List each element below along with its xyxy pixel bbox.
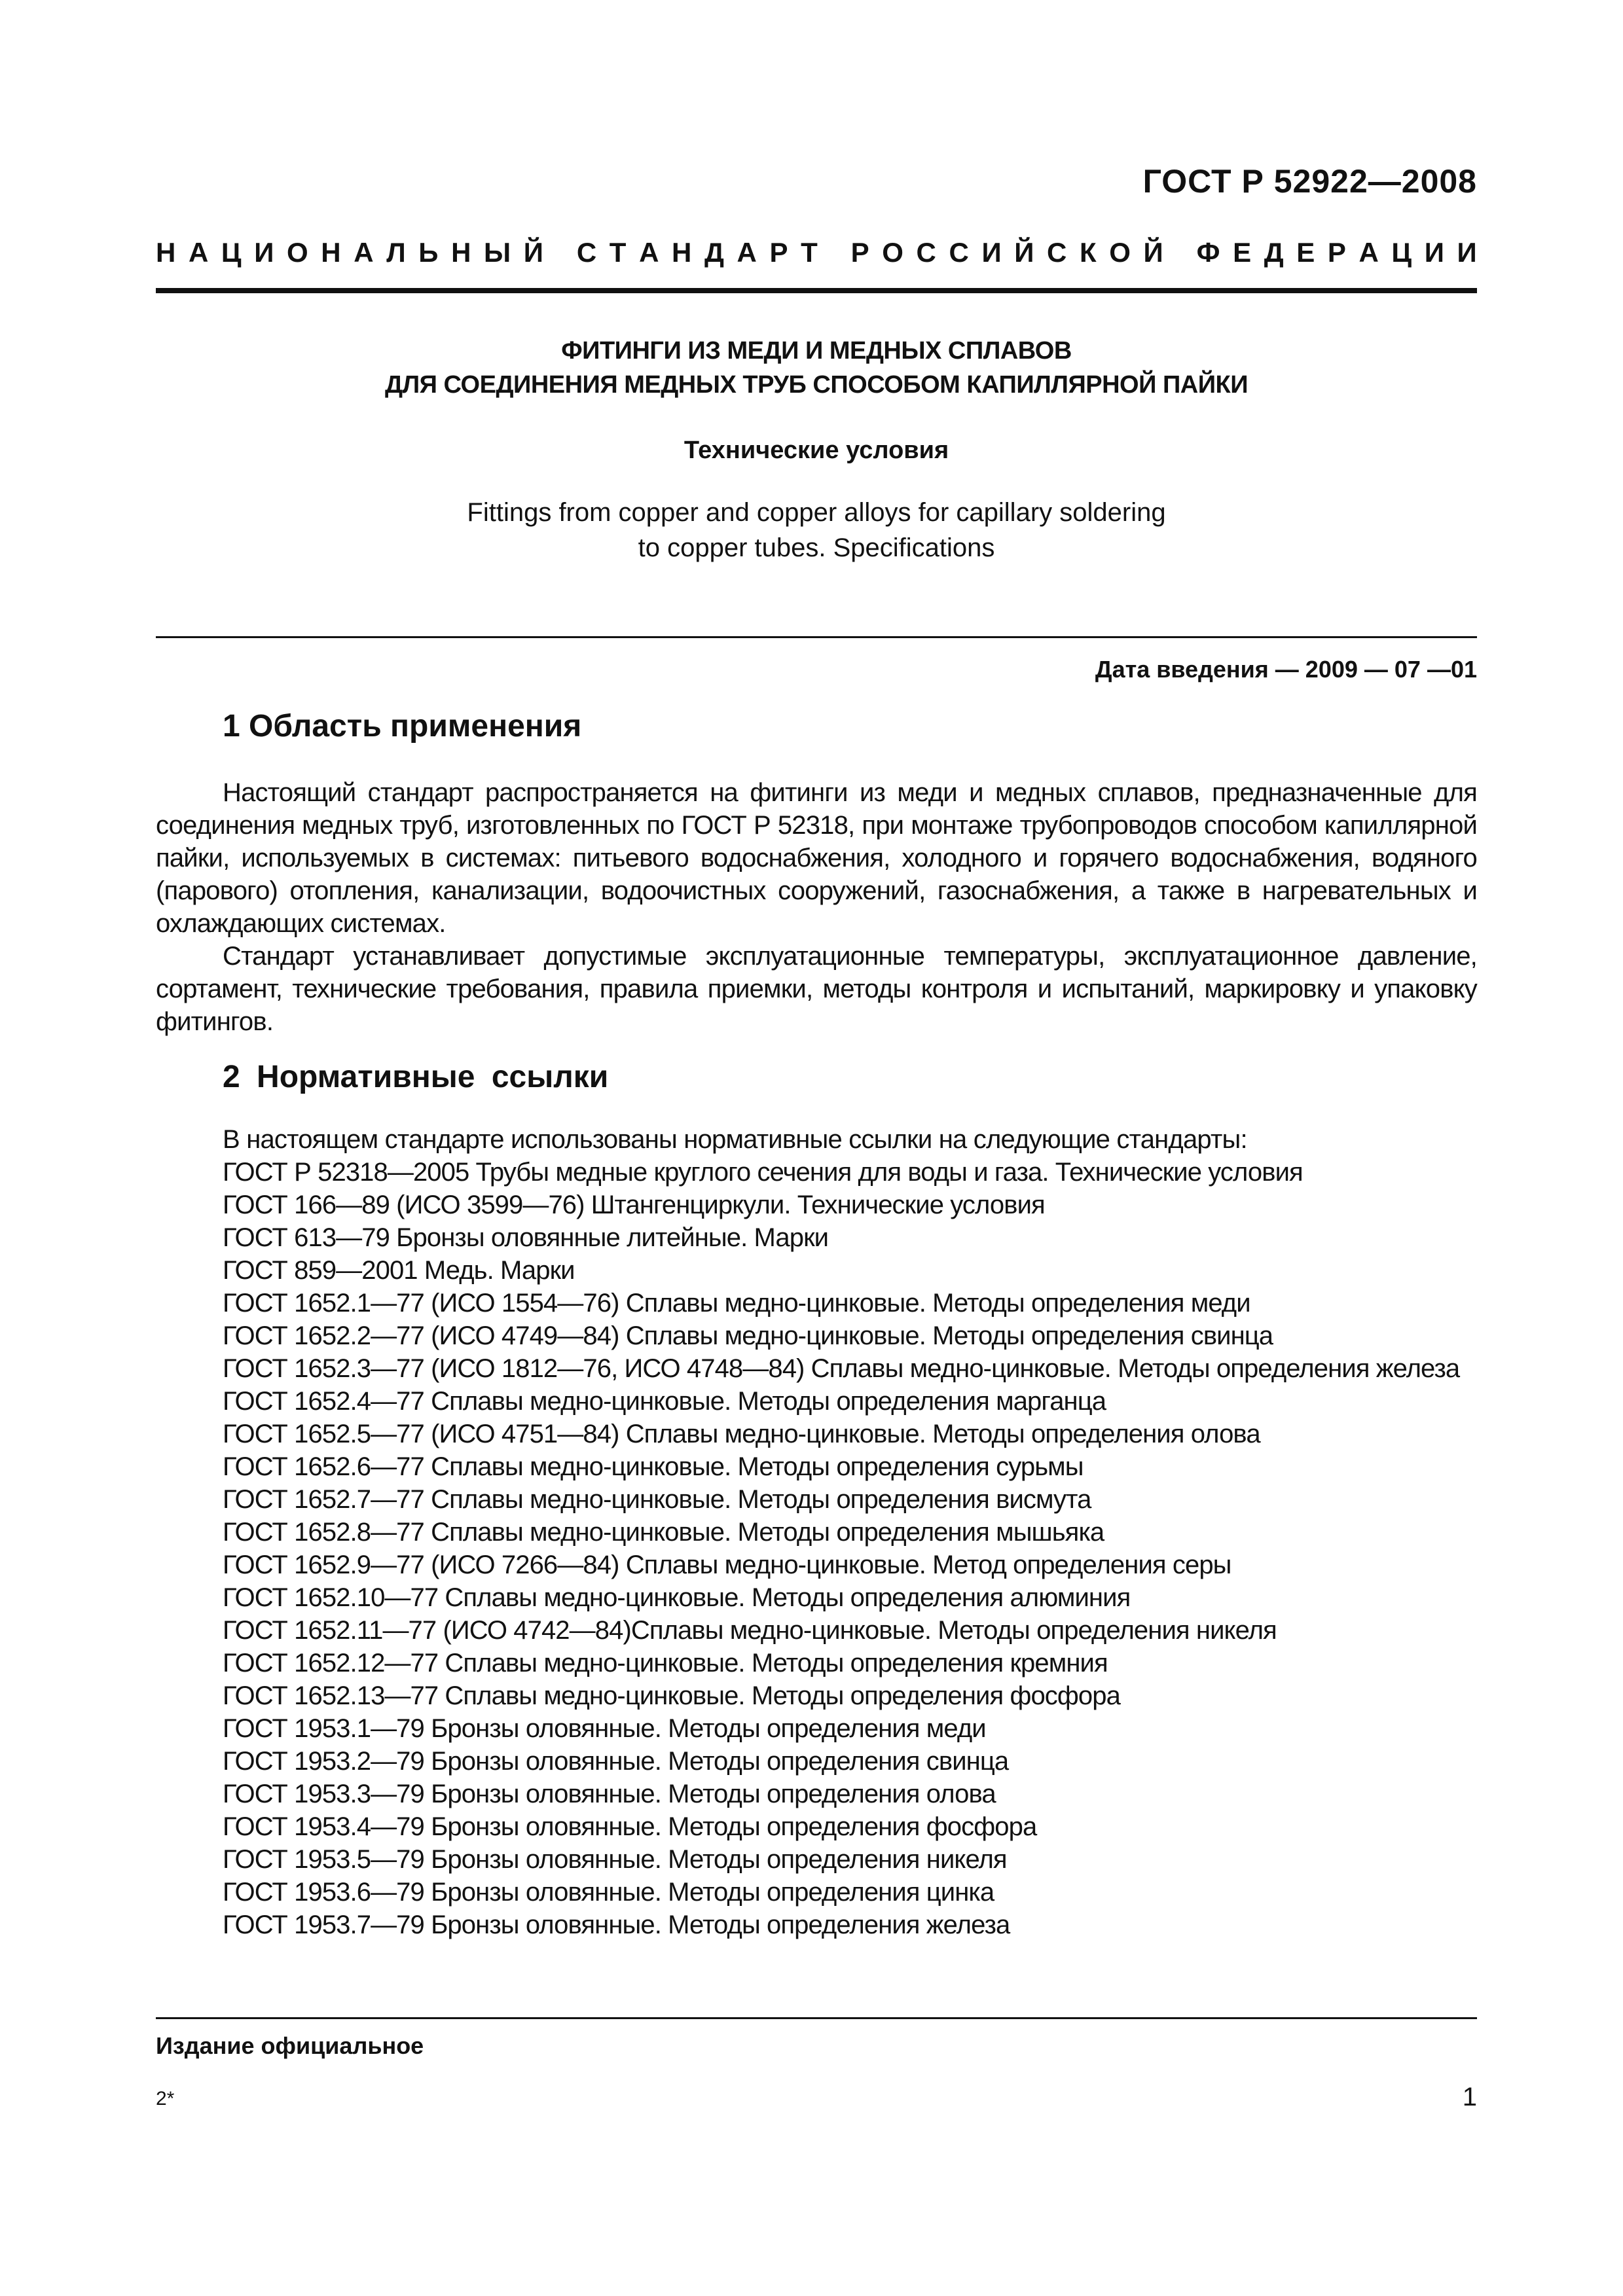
banner-letter: Й bbox=[1143, 237, 1163, 268]
title-block bbox=[156, 334, 1477, 565]
banner-letter: А bbox=[639, 237, 659, 268]
banner-letter: Е bbox=[1296, 237, 1315, 268]
reference-item: ГОСТ 1652.9—77 (ИСО 7266—84) Сплавы медно-цинковые. Метод определения серы bbox=[223, 1551, 1231, 1579]
reference-item: ГОСТ 1652.11—77 (ИСО 4742—84)Сплавы медно-цинковые. Методы определения никеля bbox=[223, 1616, 1277, 1645]
reference-item: ГОСТ 1953.1—79 Бронзы оловянные. Методы определения меди bbox=[223, 1714, 986, 1743]
standard-number: ГОСТ Р 52922—2008 bbox=[1142, 163, 1477, 200]
banner-letter: Н bbox=[156, 237, 176, 268]
banner-letter: Й bbox=[1014, 237, 1034, 268]
banner-letter: Н bbox=[321, 237, 341, 268]
reference-item: ГОСТ 1953.3—79 Бронзы оловянные. Методы определения олова bbox=[223, 1780, 996, 1808]
reference-item: ГОСТ 1652.13—77 Сплавы медно-цинковые. Методы определения фосфора bbox=[223, 1681, 1120, 1710]
banner-letter bbox=[556, 237, 564, 268]
section-1-paragraph-1: Настоящий стандарт распространяется на фитинги из меди и медных сплавов, предназначенные для соединения медных труб, изготовленных по ГОСТ Р 52318, при монтаже трубопроводов способом капиллярной пайки, используемых в системах: питьевого водоснабжения, холодного и горячего водоснабжения, водяного (парового) отопления, канализации, водоочистных сооружений, газоснабжения, а также в нагревательных и охлаждающих системах. bbox=[156, 778, 1477, 938]
banner-letter bbox=[830, 237, 838, 268]
reference-item: ГОСТ 1652.10—77 Сплавы медно-цинковые. Методы определения алюминия bbox=[223, 1583, 1131, 1612]
banner-letter: С bbox=[916, 237, 936, 268]
reference-item: ГОСТ 1652.1—77 (ИСО 1554—76) Сплавы медно-цинковые. Методы определения меди bbox=[223, 1289, 1250, 1318]
reference-item: ГОСТ Р 52318—2005 Трубы медные круглого сечения для воды и газа. Технические условия bbox=[223, 1158, 1303, 1187]
reference-item: ГОСТ 1652.4—77 Сплавы медно-цинковые. Методы определения марганца bbox=[223, 1387, 1106, 1416]
reference-item: ГОСТ 1953.7—79 Бронзы оловянные. Методы определения железа bbox=[223, 1910, 1010, 1939]
header-rule bbox=[156, 288, 1477, 293]
print-mark: 2* bbox=[156, 2088, 175, 2109]
reference-item: ГОСТ 1652.12—77 Сплавы медно-цинковые. Методы определения кремния bbox=[223, 1649, 1108, 1677]
banner-letter: А bbox=[1359, 237, 1379, 268]
reference-item: ГОСТ 1953.6—79 Бронзы оловянные. Методы определения цинка bbox=[223, 1878, 994, 1907]
section-2-heading: 2 Нормативные ссылки bbox=[223, 1060, 609, 1094]
banner-letter: О bbox=[287, 237, 308, 268]
banner-letter: Р bbox=[1327, 237, 1346, 268]
banner-letter: К bbox=[1079, 237, 1097, 268]
title-rule bbox=[156, 636, 1477, 638]
banner-letter: Р bbox=[850, 237, 869, 268]
banner-letter: С bbox=[949, 237, 969, 268]
banner-letter: И bbox=[981, 237, 1002, 268]
banner-letter: А bbox=[737, 237, 757, 268]
banner-letter: А bbox=[188, 237, 209, 268]
banner-letter: И bbox=[254, 237, 274, 268]
banner-letter: Л bbox=[386, 237, 406, 268]
reference-item: ГОСТ 1652.5—77 (ИСО 4751—84) Сплавы медно-цинковые. Методы определения олова bbox=[223, 1420, 1260, 1448]
banner-letter: А bbox=[354, 237, 374, 268]
banner-letter: Р bbox=[769, 237, 788, 268]
banner-letter: Ф bbox=[1196, 237, 1220, 268]
banner-letter bbox=[1176, 237, 1184, 268]
banner-letter: С bbox=[576, 237, 597, 268]
banner-letter: Т bbox=[609, 237, 627, 268]
banner-letter: Е bbox=[1233, 237, 1252, 268]
section-2-intro: В настоящем стандарте использованы нормативные ссылки на следующие стандарты: bbox=[223, 1125, 1247, 1154]
reference-item: ГОСТ 1652.8—77 Сплавы медно-цинковые. Методы определения мышьяка bbox=[223, 1518, 1104, 1547]
banner-letter: Н bbox=[451, 237, 471, 268]
banner-letter: Ц bbox=[221, 237, 242, 268]
introduction-date: Дата введения — 2009 — 07 —01 bbox=[1095, 656, 1477, 683]
document-subtitle: Технические условия bbox=[684, 437, 949, 464]
section-1-heading: 1 Область применения bbox=[223, 709, 582, 744]
footer-rule bbox=[156, 2017, 1477, 2019]
reference-item: ГОСТ 1652.2—77 (ИСО 4749—84) Сплавы медно-цинковые. Методы определения свинца bbox=[223, 1321, 1273, 1350]
banner-letter: Ы bbox=[484, 237, 511, 268]
banner-letter: Д bbox=[704, 237, 724, 268]
english-title-line-2: to copper tubes. Specifications bbox=[638, 533, 995, 562]
reference-item: ГОСТ 1652.7—77 Сплавы медно-цинковые. Методы определения висмута bbox=[223, 1485, 1091, 1514]
banner-letter: Й bbox=[523, 237, 543, 268]
reference-item: ГОСТ 1953.5—79 Бронзы оловянные. Методы определения никеля bbox=[223, 1845, 1007, 1874]
national-standard-banner bbox=[156, 237, 1477, 268]
reference-item: ГОСТ 613—79 Бронзы оловянные литейные. Марки bbox=[223, 1223, 829, 1252]
normative-references-list bbox=[156, 1156, 1477, 1941]
banner-letter: И bbox=[1424, 237, 1444, 268]
banner-letter: Н bbox=[672, 237, 692, 268]
english-title-line-1: Fittings from copper and copper alloys for capillary soldering bbox=[467, 498, 1166, 527]
banner-letter: Д bbox=[1264, 237, 1284, 268]
english-title bbox=[156, 495, 1477, 565]
banner-letter: Ь bbox=[418, 237, 439, 268]
banner-letter: Т bbox=[801, 237, 818, 268]
banner-letter: О bbox=[882, 237, 903, 268]
banner-letter: И bbox=[1457, 237, 1477, 268]
banner-letter: С bbox=[1047, 237, 1067, 268]
reference-item: ГОСТ 1652.3—77 (ИСО 1812—76, ИСО 4748—84) Сплавы медно-цинковые. Методы определения железа bbox=[223, 1354, 1460, 1383]
reference-item: ГОСТ 1652.6—77 Сплавы медно-цинковые. Методы определения сурьмы bbox=[223, 1452, 1084, 1481]
reference-item: ГОСТ 859—2001 Медь. Марки bbox=[223, 1256, 575, 1285]
document-body bbox=[156, 707, 1477, 1941]
title-line-2: ДЛЯ СОЕДИНЕНИЯ МЕДНЫХ ТРУБ СПОСОБОМ КАПИЛЛЯРНОЙ ПАЙКИ bbox=[384, 371, 1249, 399]
official-edition-label: Издание официальное bbox=[156, 2032, 424, 2059]
section-1-paragraph-2: Стандарт устанавливает допустимые эксплуатационные температуры, эксплуатационное давление, сортамент, технические требования, правила приемки, методы контроля и испытаний, маркировку и упаковку фитингов. bbox=[156, 942, 1477, 1036]
reference-item: ГОСТ 166—89 (ИСО 3599—76) Штангенциркули. Технические условия bbox=[223, 1191, 1045, 1219]
page-number: 1 bbox=[1462, 2083, 1477, 2111]
reference-item: ГОСТ 1953.2—79 Бронзы оловянные. Методы определения свинца bbox=[223, 1747, 1009, 1776]
banner-letter: О bbox=[1109, 237, 1131, 268]
reference-item: ГОСТ 1953.4—79 Бронзы оловянные. Методы определения фосфора bbox=[223, 1812, 1037, 1841]
banner-letter: Ц bbox=[1391, 237, 1412, 268]
title-line-1: ФИТИНГИ ИЗ МЕДИ И МЕДНЫХ СПЛАВОВ bbox=[561, 337, 1072, 365]
